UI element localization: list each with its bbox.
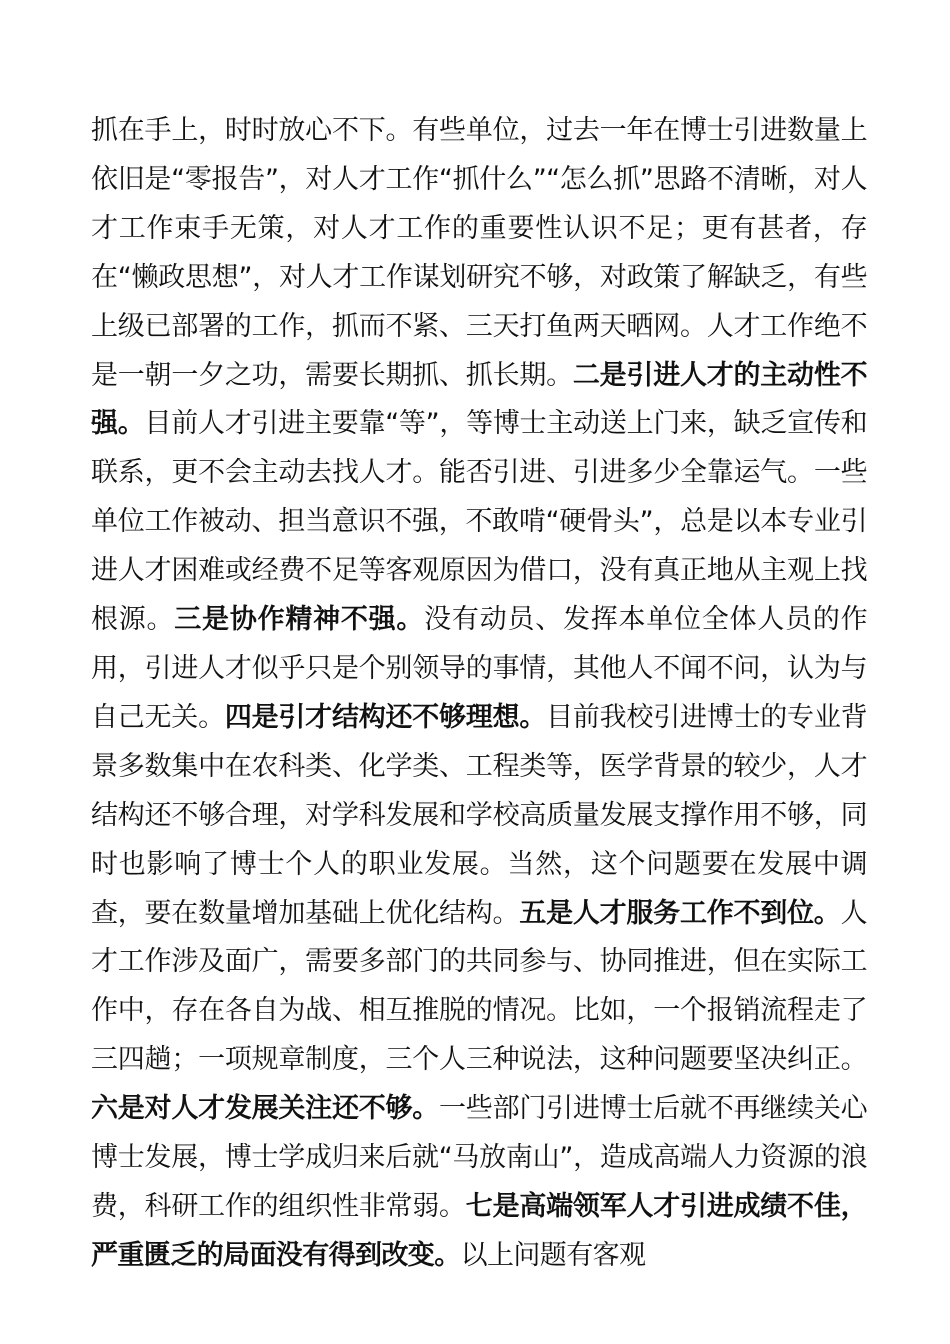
text-segment: 目前我校引进博士的专业背景多数集中在农科类、化学类、工程类等，医学背景的较少，人才结构还不够合理，对学科发展和学校高质量发展支撑作用不够，同时也影响了博士个人的职业发展。当然，这个问题要在发展中调查，要在数量增加基础上优化结构。 [91,701,867,929]
text-segment: 人才工作涉及面广，需要多部门的共同参与、协同推进，但在实际工作中，存在各自为战、相互推脱的情况。比如，一个报销流程走了三四趟；一项规章制度，三个人三种说法，这种问题要坚决纠正。 [91,897,867,1076]
bold-heading-segment: 七是高端领军人才引进成绩不佳，严重匮乏的局面没有得到改变。 [91,1190,867,1271]
bold-heading-segment: 五是人才服务工作不到位。 [519,897,841,929]
text-segment: 以上问题有客观 [460,1239,646,1271]
bold-heading-segment: 二是引进人才的主动性不强。 [91,359,868,440]
text-segment: 没有动员、发挥本单位全体人员的作用，引进人才似乎只是个别领导的事情，其他人不闻不问，认为与自己无关。 [91,604,868,733]
bold-heading-segment: 四是引才结构还不够理想。 [224,701,547,733]
text-segment: 抓在手上，时时放心不下。有些单位，过去一年在博士引进数量上依旧是“零报告”，对人才工作“抓什么”“怎么抓”思路不清晰，对人才工作束手无策，对人才工作的重要性认识不足；更有甚者，存在“懒政思想”，对人才工作谋划研究不够，对政策了解缺乏，有些上级已部署的工作，抓而不紧、三天打鱼两天晒网。人才工作绝不是一朝一夕之功，需要长期抓、抓长期。 [91,115,867,391]
body-paragraph [91,107,867,1281]
bold-heading-segment: 三是协作精神不强。 [174,604,425,636]
text-segment: 一些部门引进博士后就不再继续关心博士发展，博士学成归来后就“马放南山”，造成高端人力资源的浪费，科研工作的组织性非常弱。 [91,1093,867,1222]
bold-heading-segment: 六是对人才发展关注还不够。 [91,1093,440,1125]
text-segment: 目前人才引进主要靠“等”，等博士主动送上门来，缺乏宣传和联系，更不会主动去找人才。能否引进、引进多少全靠运气。一些单位工作被动、担当意识不强，不敢啃“硬骨头”，总是以本专业引进人才困难或经费不足等客观原因为借口，没有真正地从主观上找根源。 [91,408,867,636]
